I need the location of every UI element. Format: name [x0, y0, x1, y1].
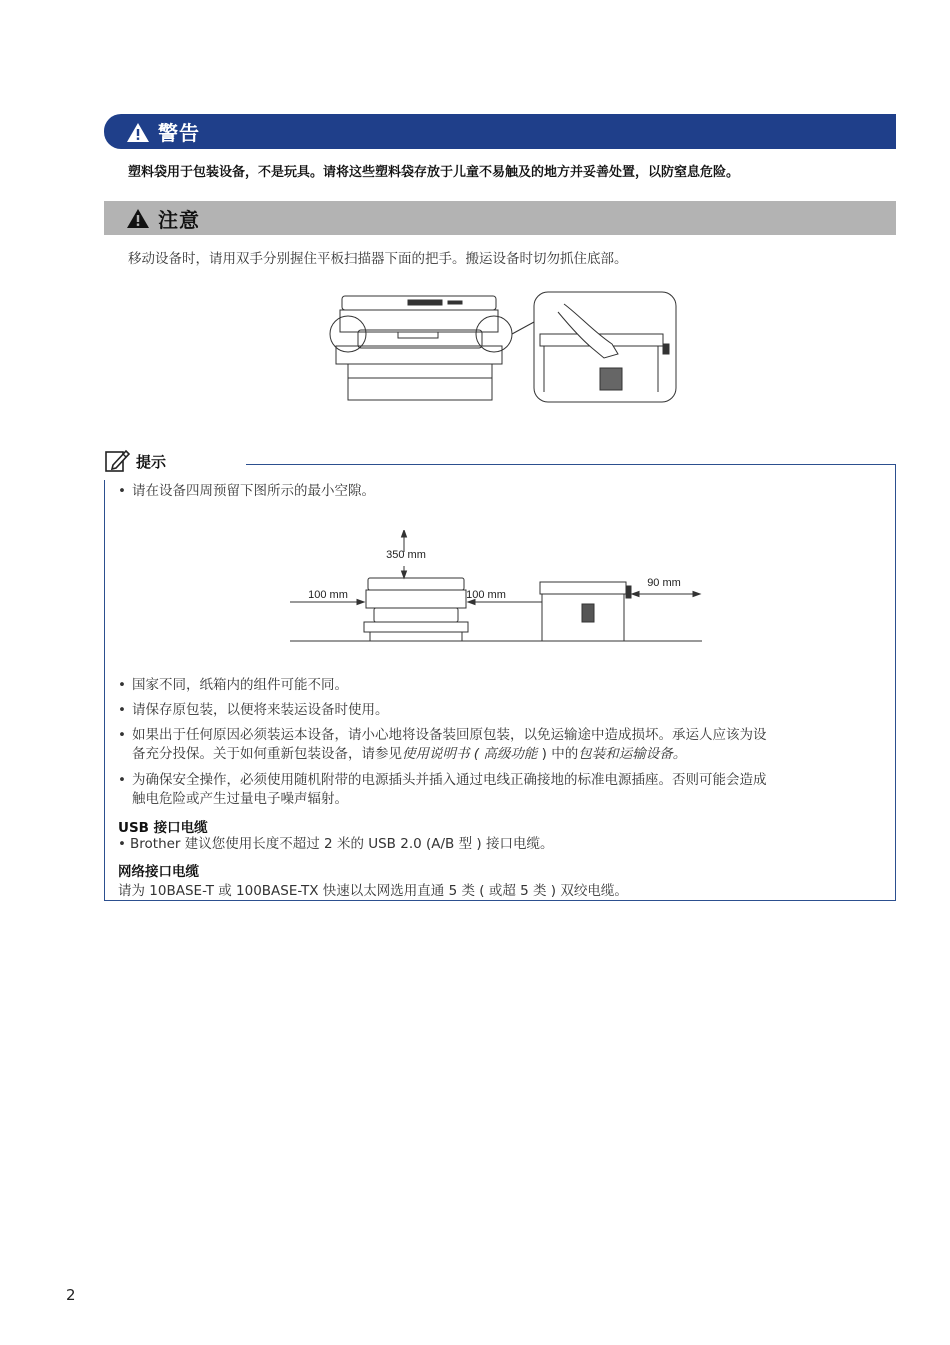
link-advanced: 高级功能 — [483, 746, 538, 762]
usb-cable-title: USB 接口电缆 — [118, 820, 208, 836]
note-border-left — [104, 480, 105, 901]
warning-title: 警告 — [158, 121, 200, 145]
link-users-guide: 使用说明书 — [402, 746, 470, 762]
caution-banner — [104, 201, 896, 235]
warning-text: 塑料袋用于包装设备，不是玩具。请将这些塑料袋存放于儿童不易触及的地方并妥善处置，以防窒息危险。 — [128, 165, 740, 180]
warning-triangle-icon — [126, 121, 150, 143]
note-border-right — [895, 464, 896, 901]
note-pencil-icon — [104, 448, 130, 474]
network-cable-title: 网络接口电缆 — [118, 864, 199, 880]
network-cable-text: 请为 10BASE-T 或 100BASE-TX 快速以太网选用直通 5 类 ( 或超 5 类 ) 双绞电缆。 — [118, 883, 628, 899]
page-number: 2 — [66, 1286, 76, 1304]
caution-title: 注意 — [158, 207, 200, 232]
warning-banner — [104, 114, 896, 149]
dim-top-label: 350 mm — [386, 549, 426, 561]
dim-right-label: 100 mm — [466, 589, 506, 601]
note-title: 提示 — [136, 452, 167, 471]
note-border-bottom — [104, 900, 896, 901]
caution-text: 移动设备时，请用双手分别握住平板扫描器下面的把手。搬运设备时切勿抓住底部。 — [128, 251, 628, 267]
dim-left-label: 100 mm — [308, 589, 348, 601]
link-packing-shipping: 包装和运输设备。 — [578, 746, 687, 762]
note-border-top — [246, 464, 896, 465]
dim-back-label: 90 mm — [647, 577, 681, 589]
note-header — [104, 448, 166, 474]
caution-triangle-icon — [126, 207, 150, 229]
handle-grip-illustration — [318, 288, 680, 406]
clearance-diagram — [286, 530, 706, 645]
